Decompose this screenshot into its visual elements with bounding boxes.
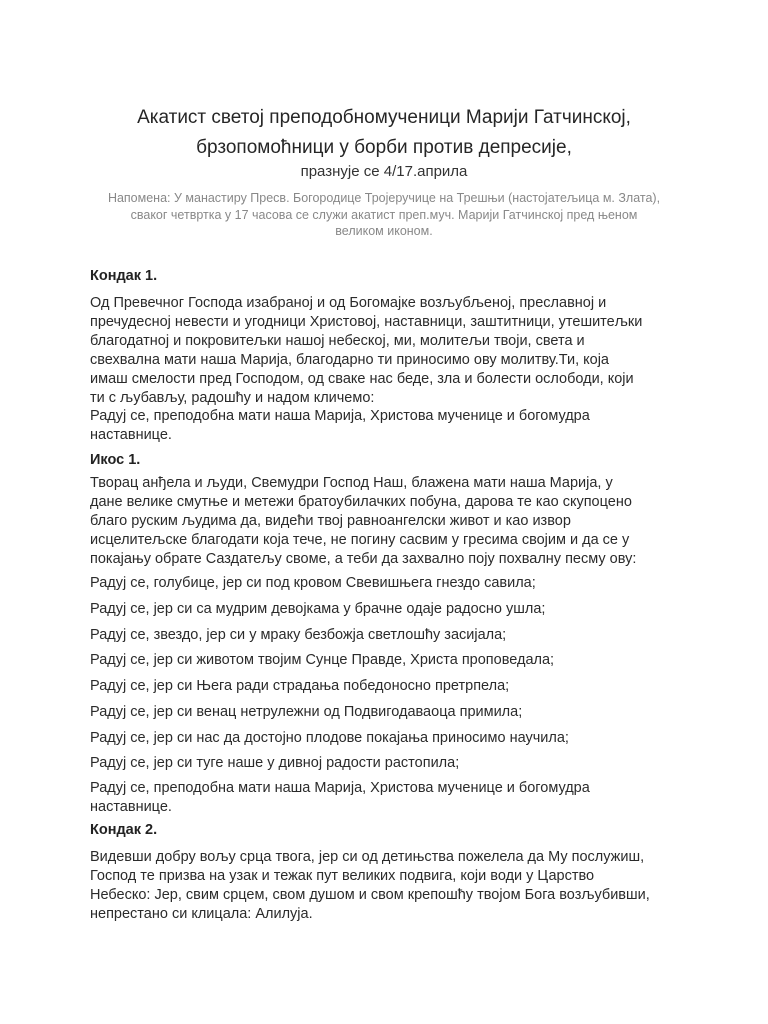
kondak-2-text [90,848,690,924]
document-title-line-2: брзопомоћници у борби против депресије, [196,137,572,158]
text-line: пречудесној невести и угодници Христовој, наставници, заштитници, утешитељки [90,314,643,330]
rejoice-line: Радуј се, јер си Њега ради страдања победоносно претрпела; [90,678,510,694]
note-line: сваког четвртка у 17 часова се служи акатист преп.муч. Марији Гатчинској пред њеном [130,207,638,222]
text-line: Господ те призва на узак и тежак пут великих подвига, који води у Царство [90,868,595,884]
kondak-1-text [90,294,690,408]
ikos-1-refrain [90,779,690,817]
text-line: Небеско: Јер, свим срцем, свом душом и свом крепошћу твојом Бога возљубивши, [90,887,650,903]
kondak-2-heading: Кондак 2. [90,822,158,838]
note-line: великом иконом. [335,224,433,238]
text-line: дане велике смутње и метежи братоубилачких побуна, дарова те као скупоцено [90,494,632,510]
rejoice-line: Радуј се, јер си животом твојим Сунце Правде, Христа проповедала; [90,652,555,668]
rejoice-line: Радуј се, звездо, јер си у мраку безбожја светлошћу засијала; [90,627,507,643]
text-line: благодатној и покровитељки нашој небеској, ми, молитељи твоји, света и [90,333,585,349]
kondak-1-heading: Кондак 1. [90,268,158,284]
text-line: исцелитељске благодати која тече, не погину сасвим у гресима својим и да се у [90,532,630,548]
service-note [60,190,708,240]
rejoice-line: Радуј се, јер си туге наше у дивној радости растопила; [90,755,460,771]
rejoice-line: Радуј се, јер си са мудрим девојкама у брачне одаје радосно ушла; [90,601,546,617]
document-title-line-1: Акатист светој преподобномученици Марији Гатчинској, [137,107,631,128]
text-line: Видевши добру вољу срца твога, јер си од детињства пожелела да Му послужиш, [90,849,645,865]
text-line: ти с љубављу, радошћу и надом кличемо: [90,390,375,406]
text-line: наставнице. [90,427,172,443]
feast-date: празнује се 4/17.априла [300,163,468,180]
text-line: наставнице. [90,799,172,815]
text-line: покајању обрате Саздатељу своме, а теби да захвално поју похвалну песму ову: [90,551,637,567]
rejoice-line: Радуј се, јер си нас да достојно плодове покајања приносимо научила; [90,730,569,746]
text-line: Од Превечног Господа изабраној и од Богомајке возљубљеној, преславној и [90,295,607,311]
text-line: Творац анђела и људи, Свемудри Господ Наш, блажена мати наша Марија, у [90,475,613,491]
text-line: Радуј се, преподобна мати наша Марија, Христова мученице и богомудра [90,780,590,796]
ikos-1-heading: Икос 1. [90,452,141,468]
text-line: Радуј се, преподобна мати наша Марија, Христова мученице и богомудра [90,408,590,424]
kondak-1-refrain [90,407,690,445]
rejoice-line: Радуј се, голубице, јер си под кровом Свевишњега гнездо савила; [90,575,536,591]
text-line: благо руским људима да, видећи твој равноангелски живот и као извор [90,513,571,529]
text-line: имаш смелости пред Господом, од сваке нас беде, зла и болести ослободи, који [90,371,634,387]
text-line: свехвална мати наша Марија, благодарно ти приносимо ову молитву.Ти, која [90,352,609,368]
note-line: Напомена: У манастиру Пресв. Богородице Тројеручице на Трешњи (настојатељица м. Злата), [107,191,661,205]
rejoice-line: Радуј се, јер си венац нетрулежни од Подвигодаваоца примила; [90,704,523,720]
ikos-1-text [90,474,690,569]
text-line: непрестано си клицала: Алилуја. [90,906,313,922]
